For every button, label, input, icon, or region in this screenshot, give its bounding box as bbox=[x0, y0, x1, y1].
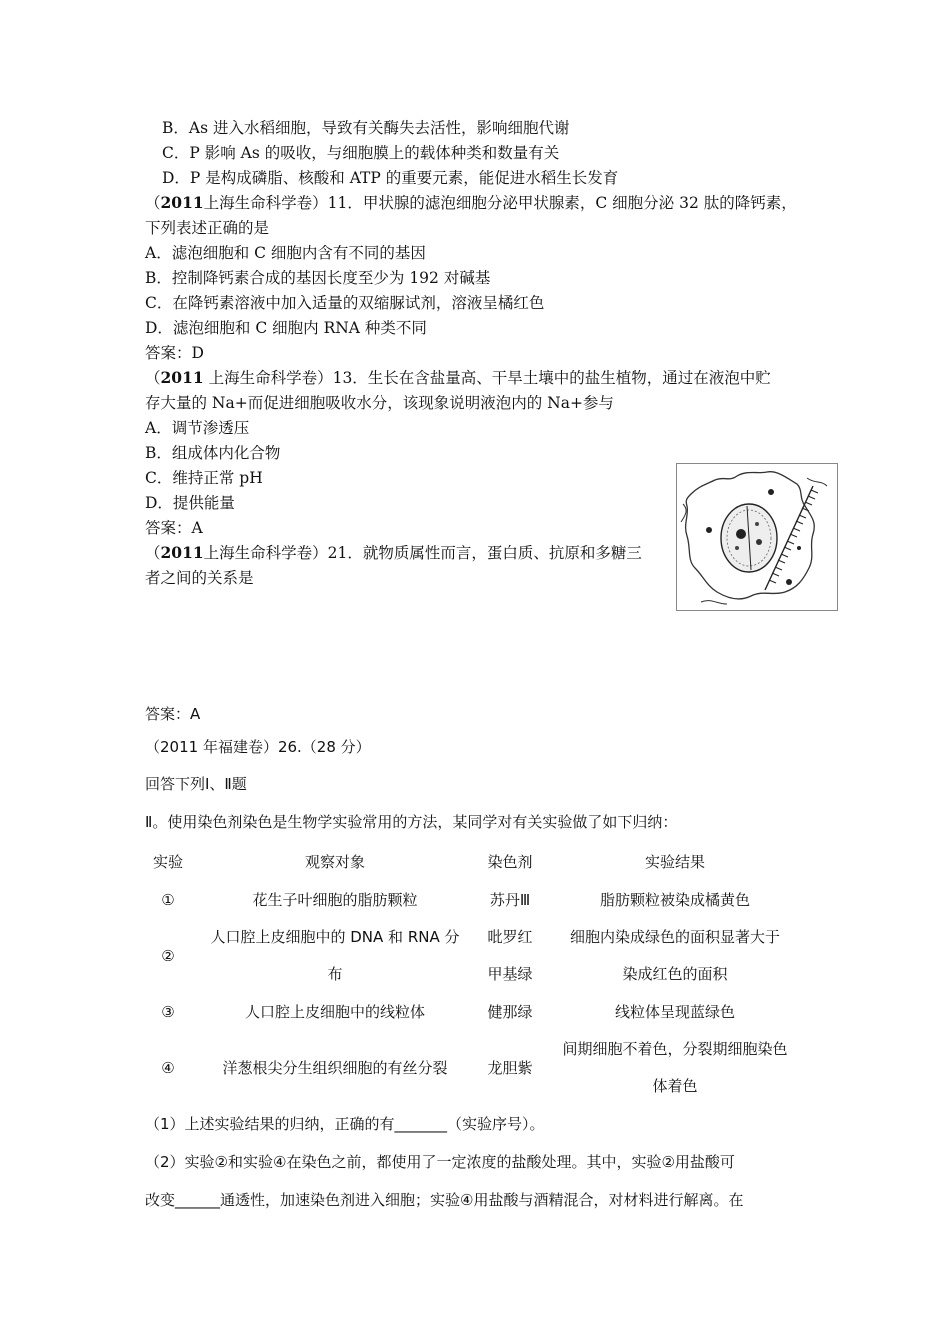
header-cell: 观察对象 bbox=[304, 853, 365, 871]
stem-text: 上海生命科学卷）11．甲状腺的滤泡细胞分泌甲状腺素，C 细胞分泌 32 肽的降钙素， bbox=[203, 194, 797, 212]
sub-question-1: （1）上述实验结果的归纳，正确的有_______（实验序号）。 bbox=[145, 1115, 545, 1133]
result: 脂肪颗粒被染成橘黄色 bbox=[599, 891, 750, 909]
observation-object bbox=[196, 919, 474, 993]
option-line: D．P 是构成磷脂、核酸和 ATP 的重要元素，能促进水稻生长发育 bbox=[162, 169, 619, 187]
option-a: A．调节渗透压 bbox=[145, 419, 250, 437]
option-b: B．组成体内化合物 bbox=[145, 444, 281, 462]
option-c: C．在降钙素溶液中加入适量的双缩脲试剂，溶液呈橘红色 bbox=[145, 294, 545, 312]
row-number: ④ bbox=[161, 1059, 175, 1077]
sub-question-2-cont: 改变______通透性，加速染色剂进入细胞；实验④用盐酸与酒精混合，对材料进行解离。在 bbox=[145, 1191, 744, 1209]
table-header-row bbox=[140, 843, 804, 881]
answer: 答案：A bbox=[145, 705, 201, 723]
cell-micrograph-figure bbox=[676, 463, 838, 611]
text-line: 间期细胞不着色，分裂期细胞染色 bbox=[562, 1040, 788, 1058]
text-line: 细胞内染成绿色的面积显著大于 bbox=[569, 928, 780, 946]
row-number: ③ bbox=[161, 1003, 175, 1021]
question-21-stem: （2011上海生命科学卷）21．就物质属性而言，蛋白质、抗原和多糖三 bbox=[145, 543, 642, 562]
header-cell: 实验 bbox=[152, 853, 183, 871]
row-number: ① bbox=[161, 891, 175, 909]
header-cell: 染色剂 bbox=[487, 853, 533, 871]
header-cell: 实验结果 bbox=[644, 853, 705, 871]
result bbox=[546, 919, 804, 993]
question-26-intro: 回答下列Ⅰ、Ⅱ题 bbox=[145, 775, 247, 793]
question-13-stem-cont: 存大量的 Na+而促进细胞吸收水分，该现象说明液泡内的 Na+参与 bbox=[145, 394, 614, 412]
option-d: D．提供能量 bbox=[145, 494, 235, 512]
result: 线粒体呈现蓝绿色 bbox=[614, 1003, 735, 1021]
stain: 苏丹Ⅲ bbox=[489, 891, 531, 909]
table-row bbox=[140, 881, 804, 919]
option-line: B．As 进入水稻细胞，导致有关酶失去活性，影响细胞代谢 bbox=[162, 119, 570, 137]
question-21-stem-cont: 者之间的关系是 bbox=[145, 569, 254, 587]
table-row bbox=[140, 1031, 804, 1105]
option-a: A．滤泡细胞和 C 细胞内含有不同的基因 bbox=[145, 244, 426, 262]
table-row bbox=[140, 993, 804, 1031]
answer: 答案：A bbox=[145, 519, 203, 537]
text-line: 吡罗红 bbox=[487, 928, 533, 946]
stem-text: 上海生命科学卷）21．就物质属性而言，蛋白质、抗原和多糖三 bbox=[203, 544, 642, 562]
stem-text: 上海生命科学卷）13．生长在含盐量高、干旱土壤中的盐生植物，通过在液泡中贮 bbox=[203, 369, 771, 387]
observation-object: 人口腔上皮细胞中的线粒体 bbox=[244, 1003, 425, 1021]
text-line: 布 bbox=[327, 965, 343, 983]
year: 2011 bbox=[160, 193, 204, 212]
stain bbox=[474, 919, 546, 993]
text-line: 体着色 bbox=[652, 1077, 698, 1095]
result bbox=[546, 1031, 804, 1105]
year: 2011 bbox=[160, 543, 204, 562]
question-11-stem: （2011上海生命科学卷）11．甲状腺的滤泡细胞分泌甲状腺素，C 细胞分泌 32 肽的降钙素， bbox=[145, 193, 797, 212]
question-26-header: （2011 年福建卷）26.（28 分） bbox=[145, 738, 371, 756]
stain: 健那绿 bbox=[487, 1003, 533, 1021]
question-11-stem-cont: 下列表述正确的是 bbox=[145, 219, 270, 237]
option-c: C．维持正常 pH bbox=[145, 469, 263, 487]
question-13-stem: （2011 上海生命科学卷）13．生长在含盐量高、干旱土壤中的盐生植物，通过在液泡中贮 bbox=[145, 368, 771, 387]
question-26-part-2: Ⅱ。使用染色剂染色是生物学实验常用的方法，某同学对有关实验做了如下归纳： bbox=[145, 813, 678, 831]
stain: 龙胆紫 bbox=[487, 1059, 533, 1077]
table-row bbox=[140, 919, 804, 993]
answer: 答案：D bbox=[145, 344, 204, 362]
observation-object: 花生子叶细胞的脂肪颗粒 bbox=[252, 891, 418, 909]
option-b: B．控制降钙素合成的基因长度至少为 192 对碱基 bbox=[145, 269, 491, 287]
observation-object: 洋葱根尖分生组织细胞的有丝分裂 bbox=[222, 1059, 448, 1077]
text-line: 染成红色的面积 bbox=[622, 965, 728, 983]
sub-question-2: （2）实验②和实验④在染色之前，都使用了一定浓度的盐酸处理。其中，实验②用盐酸可 bbox=[145, 1153, 735, 1171]
experiment-table bbox=[140, 843, 804, 1105]
text-line: 人口腔上皮细胞中的 DNA 和 RNA 分 bbox=[210, 928, 460, 946]
option-d: D．滤泡细胞和 C 细胞内 RNA 种类不同 bbox=[145, 319, 427, 337]
option-line: C．P 影响 As 的吸收，与细胞膜上的载体种类和数量有关 bbox=[162, 144, 560, 162]
year: 2011 bbox=[160, 368, 204, 387]
text-line: 甲基绿 bbox=[487, 965, 533, 983]
row-number: ② bbox=[161, 947, 175, 965]
cell-drawing bbox=[677, 464, 837, 610]
